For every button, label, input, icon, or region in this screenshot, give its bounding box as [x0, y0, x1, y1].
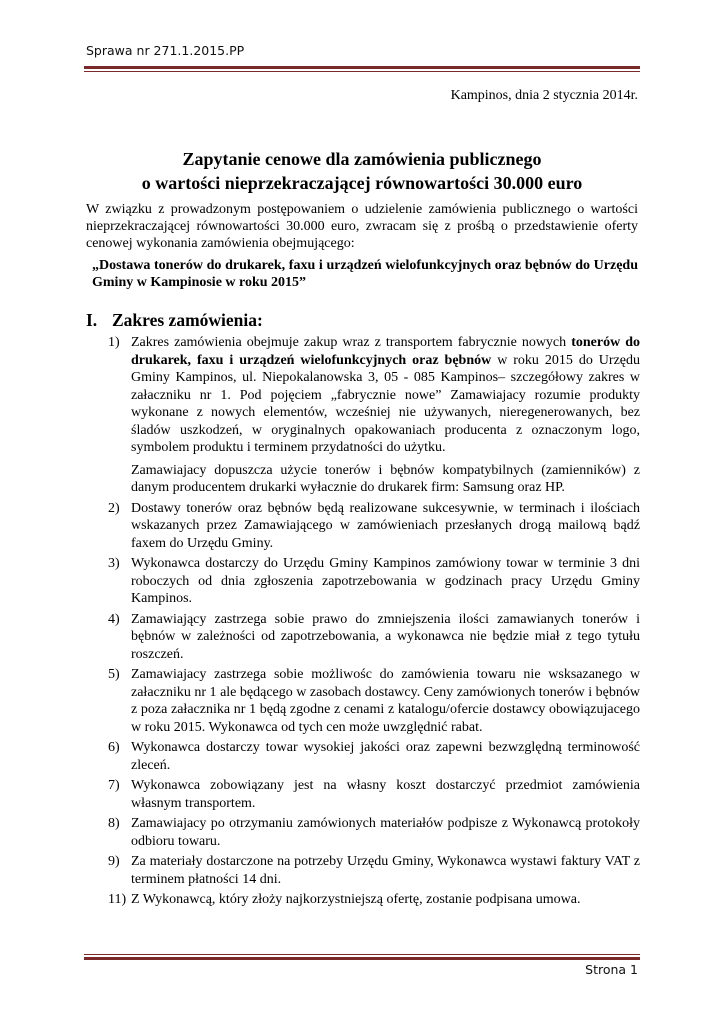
list-item-number: 1) [108, 335, 120, 350]
list-item [108, 777, 640, 812]
list-item-number: 9) [108, 854, 120, 869]
list-item-paragraph [131, 334, 640, 457]
list-item-text [131, 334, 640, 497]
list-item-text: Zamawiajacy po otrzymaniu zamówionych materiałów podpisze z Wykonawcą protokoły odbioru towaru. [131, 816, 640, 849]
list-item [108, 611, 640, 664]
list-item [108, 334, 640, 497]
list-item-number: 8) [108, 816, 120, 831]
list-item-text: Wykonawca dostarczy do Urzędu Gminy Kampinos zamówiony towar w terminie 3 dni roboczych od dnia zgłoszenia zapotrzebowania w godzinach pracy Urzędu Gminy Kampinos. [131, 556, 640, 606]
list-item-number: 7) [108, 778, 120, 793]
section-heading [86, 310, 263, 331]
list-item-text: Wykonawca dostarczy towar wysokiej jakości oraz zapewni bezwzględną terminowość zleceń. [131, 740, 640, 773]
list-item [108, 739, 640, 774]
document-title [86, 147, 638, 195]
list-item-paragraph: Zamawiajacy dopuszcza użycie tonerów i bębnów kompatybilnych (zamienników) z danym producentem drukarki wyłacznie do drukarek firm: Samsung oraz HP. [131, 462, 640, 495]
header-divider [84, 66, 640, 69]
list-item [108, 853, 640, 888]
section-title: Zakres zamówienia: [112, 310, 263, 330]
list-item-number: 4) [108, 611, 120, 627]
list-item-text: Za materiały dostarczone na potrzeby Urzędu Gminy, Wykonawca wystawi faktury VAT z terminem płatności 14 dni. [131, 854, 640, 887]
title-line-1: Zapytanie cenowe dla zamówienia publicznego [182, 149, 542, 169]
list-item-number: 11) [108, 892, 127, 907]
list-item [108, 500, 640, 553]
list-item [108, 666, 640, 736]
order-subject: „Dostawa tonerów do drukarek, faxu i urządzeń wielofunkcyjnych oraz bębnów do Urzędu Gminy w Kampinosie w roku 2015” [92, 258, 638, 290]
bold-text-run: tonerów do drukarek, faxu i urządzeń wielofunkcyjnych oraz bębnów [131, 335, 640, 368]
place-date: Kampinos, dnia 2 stycznia 2014r. [450, 88, 638, 103]
footer-divider [84, 957, 640, 960]
list-item-text: Zamawiający zastrzega sobie prawo do zmniejszenia ilości zamawianych tonerów i bębnów w zależności od zapotrzebowania, a wykonawca nie będzie miał z tego tytułu roszczeń. [131, 611, 640, 662]
footer-divider-thin [84, 954, 640, 955]
list-item-number: 2) [108, 500, 120, 516]
list-item-text: Zamawiajacy zastrzega sobie możliwośc do zamówienia towaru nie wsksazanego w załaczniku nr 1 ale będącego w zasobach dostawcy. Ceny zamówionych tonerów i bębnów z poza załacznika nr 1 będą zgodne z cenami z katalogu/ofercie dostawcy obowiązujacego w roku 2015. Wykonawca od tych cen może uwzględnić rabat. [131, 667, 640, 735]
scope-list [108, 334, 640, 912]
header-divider-thin [84, 71, 640, 72]
text-run: Zakres zamówienia obejmuje zakup wraz z transportem fabrycznie nowych [131, 335, 572, 350]
list-item-text: Wykonawca zobowiązany jest na własny koszt dostarczyć przedmiot zamówienia własnym transportem. [131, 778, 640, 811]
list-item-text: Z Wykonawcą, który złoży najkorzystniejszą ofertę, zostanie podpisana umowa. [131, 892, 581, 907]
title-line-2: o wartości nieprzekraczającej równowartości 30.000 euro [141, 173, 583, 193]
list-item-number: 5) [108, 667, 120, 682]
list-item-number: 3) [108, 556, 120, 571]
text-run: w roku 2015 do Urzędu Gminy Kampinos, ul. Niepokalanowska 3, 05 - 085 Kampinos– szczegółowy zakres w załaczniku nr 1. Pod pojęciem „fabrycznie nowe” Zamawiajacy rozumie produkty wykonane z nowych elementów, wcześniej nie używanych, nieregenerowanych, bez śladów uszkodzeń, w oryginalnych opakowaniach producenta z oznaczonym logo, symbolem produktu i terminem przydatności do użytku. [131, 352, 640, 455]
section-number: I. [86, 310, 98, 330]
list-item-text: Dostawy tonerów oraz bębnów będą realizowane sukcesywnie, w terminach i ilościach wskazanych przez Zamawiającego w zamówieniach przesłanych drogą mailową bądź faxem do Urzędu Gminy. [131, 500, 640, 551]
page-number: Strona 1 [585, 962, 638, 977]
intro-paragraph: W związku z prowadzonym postępowaniem o udzielenie zamówienia publicznego o wartości nieprzekraczającej równowartości 30.000 euro, zwracam się z prośbą o przedstawienie oferty cenowej wykonania zamówienia obejmującego: [86, 202, 638, 251]
header-case-number: Sprawa nr 271.1.2015.PP [86, 43, 245, 58]
list-item [108, 815, 640, 850]
list-item [108, 891, 640, 909]
list-item [108, 555, 640, 608]
list-item-number: 6) [108, 740, 120, 755]
